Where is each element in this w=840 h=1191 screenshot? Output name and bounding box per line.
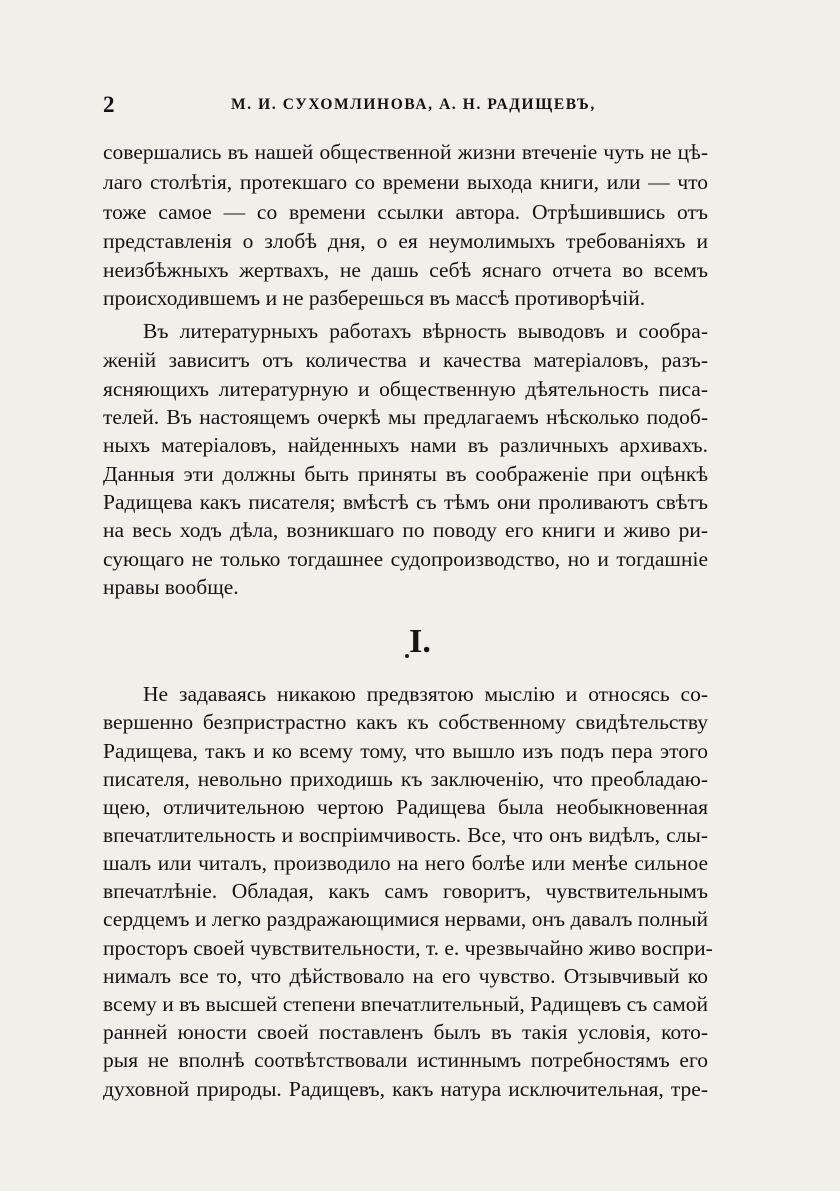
text-line: духовной природы. Радищевъ, какъ натура исключительная, тре- <box>103 1077 708 1101</box>
text-line: Данныя эти должны быть приняты въ соображеніе при оцѣнкѣ <box>103 462 708 486</box>
text-line: на весь ходъ дѣла, возникшаго по поводу его книги и живо ри- <box>103 518 708 542</box>
text-line: Не задаваясь никакою предвзятою мыслію и относясь со- <box>143 682 708 706</box>
text-line: сующаго не только тогдашнее судопроизводство, но и тогдашніе <box>103 547 708 571</box>
text-line: писателя, невольно приходишь къ заключенію, что преобладаю- <box>103 767 708 791</box>
text-line: ранней юности своей поставленъ былъ въ такія условія, кото- <box>103 1020 708 1044</box>
text-line: просторъ своей чувствительности, т. е. чрезвычайно живо воспри- <box>103 936 713 960</box>
text-line: ныхъ матеріаловъ, найденныхъ нами въ различныхъ архивахъ. <box>103 433 708 457</box>
text-line: женій зависитъ отъ количества и качества матеріаловъ, разъ- <box>103 348 708 372</box>
text-line: рыя не вполнѣ соотвѣтствовали истиннымъ потребностямъ его <box>103 1048 708 1072</box>
section-ornament-dot <box>405 654 409 658</box>
text-line: всему и въ высшей степени впечатлительный, Радищевъ съ самой <box>103 992 708 1016</box>
text-line: шалъ или читалъ, производило на него болѣе или менѣе сильное <box>103 851 708 875</box>
text-line: щею, отличительною чертою Радищева была необыкновенная <box>103 795 708 819</box>
text-line: впечатлительность и воспріимчивость. Все, что онъ видѣлъ, слы- <box>103 823 708 847</box>
text-line: происходившемъ и не разберешься въ массѣ противорѣчій. <box>103 286 646 310</box>
text-line: впечатлѣніе. Обладая, какъ самъ говоритъ, чувствительнымъ <box>103 879 708 903</box>
text-line: нравы вообще. <box>103 575 239 599</box>
text-line: Радищева, такъ и ко всему тому, что вышло изъ подъ пера этого <box>103 739 708 763</box>
text-line: телей. Въ настоящемъ очеркѣ мы предлагаемъ нѣсколько подоб- <box>103 405 708 429</box>
page-header <box>103 92 708 122</box>
page-number: 2 <box>103 92 115 117</box>
text-line: нималъ все то, что дѣйствовало на его чувство. Отзывчивый ко <box>103 964 708 988</box>
text-line: лаго столѣтія, протекшаго со времени выхода книги, или — что <box>103 170 708 194</box>
section-heading: I. <box>409 623 431 660</box>
text-line: сердцемъ и легко раздражающимися нервами, онъ давалъ полный <box>103 907 708 931</box>
text-line: Въ литературныхъ работахъ вѣрность выводовъ и сообра- <box>143 319 708 343</box>
running-title: М. И. СУХОМЛИНОВА, А. Н. РАДИЩЕВЪ, <box>231 96 596 113</box>
text-line: ясняющихъ литературную и общественную дѣятельность писа- <box>103 377 708 401</box>
text-line: вершенно безпристрастно какъ къ собственному свидѣтельству <box>103 710 708 734</box>
text-line: тоже самое — со времени ссылки автора. Отрѣшившись отъ <box>103 200 708 224</box>
text-line: представленія о злобѣ дня, о ея неумолимыхъ требованіяхъ и <box>103 229 708 253</box>
text-line: совершались въ нашей общественной жизни втеченіе чуть не цѣ- <box>103 140 708 164</box>
text-line: Радищева какъ писателя; вмѣстѣ съ тѣмъ они проливаютъ свѣтъ <box>103 490 708 514</box>
text-line: неизбѣжныхъ жертвахъ, не дашь себѣ яснаго отчета во всемъ <box>103 258 708 282</box>
